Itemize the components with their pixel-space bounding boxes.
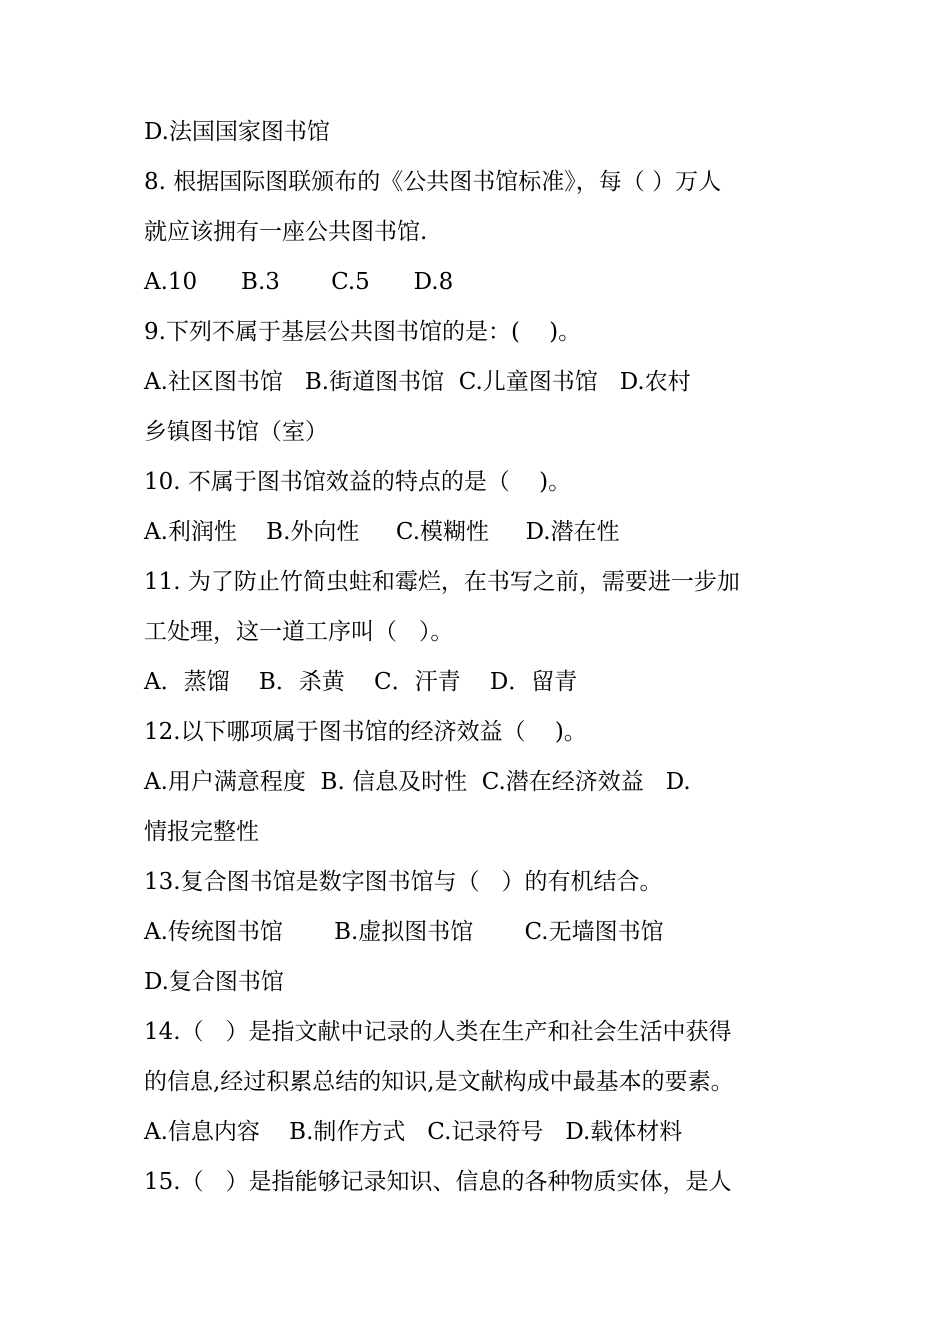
question-10-line: 10. 不属于图书馆效益的特点的是（ )。 bbox=[144, 469, 572, 495]
question-8-line-1: 8. 根据国际图联颁布的《公共图书馆标准》，每（ ）万人 bbox=[144, 169, 722, 195]
question-9-options-line-2: 乡镇图书馆（室） bbox=[144, 419, 328, 445]
question-8-line-2: 就应该拥有一座公共图书馆. bbox=[144, 219, 428, 245]
question-12-options-line-1: A.用户满意程度 B. 信息及时性 C.潜在经济效益 D. bbox=[144, 769, 691, 795]
question-14-line-1: 14.（ ）是指文献中记录的人类在生产和社会生活中获得 bbox=[144, 1019, 732, 1045]
question-13-options-line-2: D.复合图书馆 bbox=[144, 969, 284, 995]
text-line: D.法国国家图书馆 bbox=[144, 119, 330, 145]
question-15-line-1: 15.（ ）是指能够记录知识、信息的各种物质实体，是人 bbox=[144, 1169, 732, 1195]
question-13-options-line-1: A.传统图书馆 B.虚拟图书馆 C.无墙图书馆 bbox=[144, 919, 664, 945]
question-14-options: A.信息内容 B.制作方式 C.记录符号 D.载体材料 bbox=[144, 1119, 683, 1145]
question-12-options-line-2: 情报完整性 bbox=[144, 819, 259, 845]
question-11-options: A．蒸馏 B．杀黄 C．汗青 D．留青 bbox=[144, 669, 578, 695]
question-11-line-1: 11. 为了防止竹简虫蛀和霉烂，在书写之前，需要进一步加 bbox=[144, 569, 740, 595]
question-11-line-2: 工处理，这一道工序叫（ ）。 bbox=[144, 619, 454, 645]
question-13-line: 13.复合图书馆是数字图书馆与（ ）的有机结合。 bbox=[144, 869, 663, 895]
question-14-line-2: 的信息,经过积累总结的知识,是文献构成中最基本的要素。 bbox=[144, 1069, 734, 1095]
question-10-options: A.利润性 B.外向性 C.模糊性 D.潜在性 bbox=[144, 519, 620, 545]
question-9-options-line-1: A.社区图书馆 B.街道图书馆 C.儿童图书馆 D.农村 bbox=[144, 369, 691, 395]
question-12-line: 12.以下哪项属于图书馆的经济效益（ )。 bbox=[144, 719, 587, 745]
question-8-options: A.10 B.3 C.5 D.8 bbox=[144, 269, 454, 295]
question-9-line: 9.下列不属于基层公共图书馆的是：( )。 bbox=[144, 319, 582, 345]
